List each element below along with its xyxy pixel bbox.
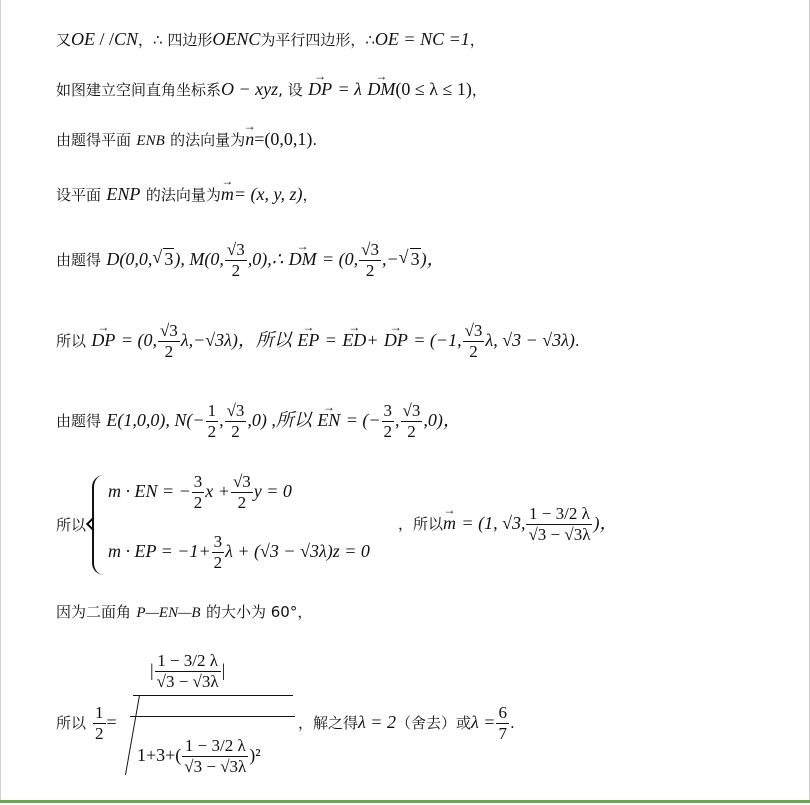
line-m-result: ，所以→ m = (1, √3, $\frac{1 - 3/2 \lambda}{√3 - √3\lambda}$ )， — [398, 500, 617, 547]
fraction: $\frac{3}{2}$ — [213, 532, 223, 572]
line-coordinate-system: 如图建立空间直角坐标系O − xyz, 设 → DP = λ → DM(0 ≤ λ ≤ 1)， — [56, 78, 487, 101]
fraction: $\frac{√3}{2}$ — [226, 401, 245, 441]
line-dihedral-angle: 因为二面角 P—EN—B 的大小为 60°， — [56, 603, 313, 621]
fraction: $\frac{3}{2}$ — [193, 472, 203, 512]
fraction: $\frac{√3}{2}$ — [159, 321, 178, 361]
final-denominator: 1+3+( $\frac{1 - 3/2 \lambda}{√3 - √3\lambda}$ )² — [137, 736, 261, 776]
fraction: $\frac{1 - 3/2 \lambda}{√3 - √3\lambda}$ — [156, 651, 219, 691]
fraction: $\frac{√3}{2}$ — [402, 401, 421, 441]
line-normal-enb: 由题得平面 ENB 的法向量为→ n=(0,0,1). — [56, 128, 317, 152]
system-row-2: m · EP = −1+ $\frac{3}{2}$ λ + (√3 − √3λ)z = 0 — [108, 532, 370, 572]
bottom-rule — [0, 800, 810, 803]
big-sqrt-bar — [133, 695, 293, 696]
line-en-vector: 由题得 E(1,0,0), N(− $\frac{1}{2}$ , $\frac{√3}{2}$ ,0) ,所以 → EN = (− $\frac{3}{2}$ , $\frac{√3}{2}$ ,0)， — [56, 395, 461, 446]
fraction: $\frac{1 - 3/2 \lambda}{√3 - √3\lambda}$ — [184, 736, 247, 776]
fraction: $\frac{1}{2}$ — [95, 703, 104, 743]
fraction: $\frac{1 - 3/2 \lambda}{√3 - √3\lambda}$ — [528, 504, 591, 544]
line-normal-enp: 设平面 ENP 的法向量为→ m= (x, y, z)， — [56, 183, 317, 206]
fraction: $\frac{√3}{2}$ — [464, 321, 483, 361]
final-solution: ，解之得λ = 2（舍去）或λ = $\frac{6}{7}$ . — [298, 703, 515, 743]
line-final-prefix: 所以 — [56, 714, 87, 732]
line-dp-ep: 所以 → DP = (0, $\frac{√3}{2}$ λ,−√3λ)，所以 → EP = → ED+ → DP = (−1, $\frac{√3}{2}$ λ, √3 − √3λ). — [56, 315, 580, 366]
line-dm-vector: 由题得 D(0,0,√ 3), M(0, $\frac{√3}{2}$ ,0),∴ → DM = (0, $\frac{√3}{2}$ ,−√ 3)， — [56, 234, 445, 285]
main-fraction-bar — [130, 716, 295, 717]
fraction: $\frac{3}{2}$ — [383, 401, 393, 441]
line-system-prefix: 所以 — [56, 516, 87, 534]
final-numerator: | $\frac{1 - 3/2 \lambda}{√3 - √3\lambda}$ | — [150, 651, 226, 691]
fraction: $\frac{√3}{2}$ — [232, 472, 251, 512]
line-parallel: 又OE / /CN，∴ 四边形OENC为平行四边形，∴OE = NC =1， — [56, 29, 485, 49]
fraction: $\frac{6}{7}$ — [498, 703, 507, 743]
fraction: $\frac{√3}{2}$ — [361, 240, 379, 280]
fraction: $\frac{√3}{2}$ — [226, 240, 245, 280]
final-half: $\frac{1}{2}$ = — [95, 703, 117, 743]
fraction: $\frac{1}{2}$ — [207, 401, 217, 441]
system-row-1: m · EN = − $\frac{3}{2}$ x + $\frac{√3}{2}$ y = 0 — [108, 472, 292, 512]
